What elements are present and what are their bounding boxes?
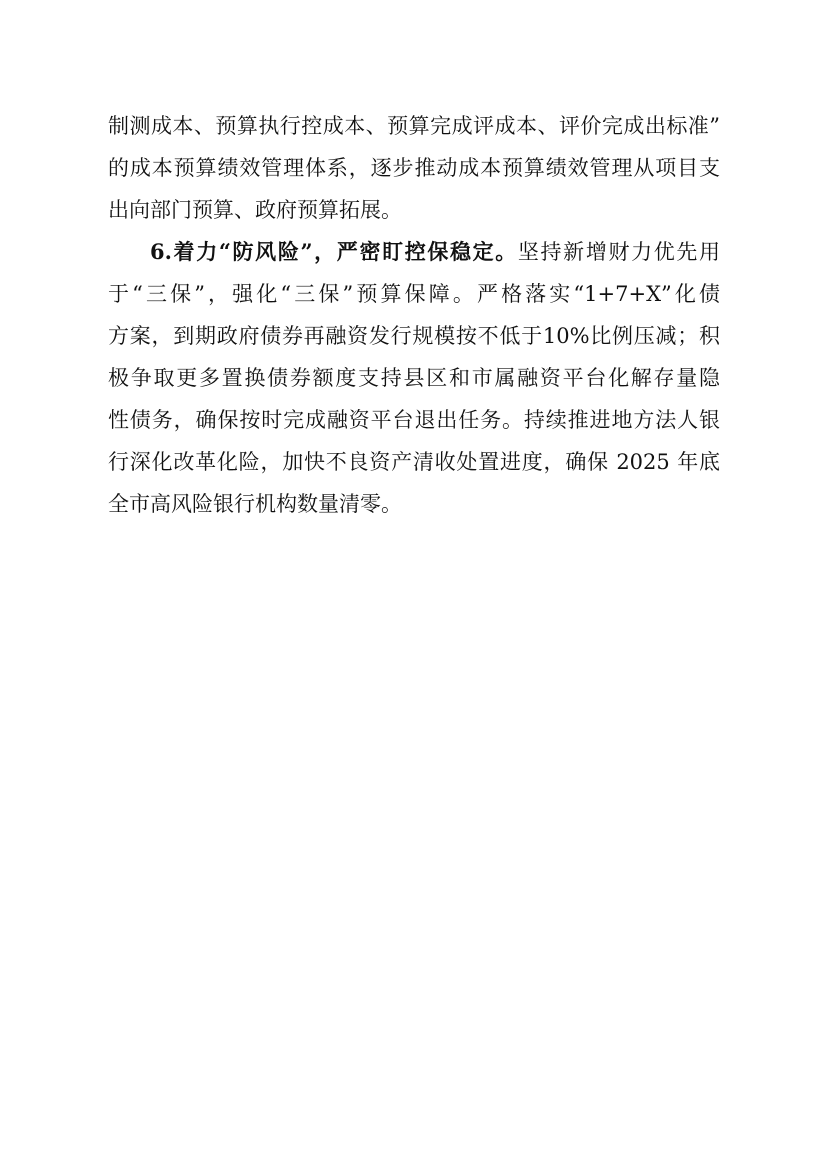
paragraph-2-line-5: 性债务，确保按时完成融资平台退出任务。持续推进地方法人银 bbox=[108, 408, 720, 432]
paragraph-1-line-3: 出向部门预算、政府预算拓展。 bbox=[108, 198, 402, 222]
paragraph-2-line-2: 于“三保”，强化“三保”预算保障。严格落实“1+7+X”化债 bbox=[108, 282, 720, 306]
paragraph-1-line-1: 制测成本、预算执行控成本、预算完成评成本、评价完成出标准” bbox=[108, 114, 720, 138]
paragraph-2-line-6: 行深化改革化险，加快不良资产清收处置进度，确保 2025 年底 bbox=[108, 450, 720, 474]
paragraph-2-line-4: 极争取更多置换债券额度支持县区和市属融资平台化解存量隐 bbox=[108, 366, 720, 390]
paragraph-2-line-7: 全市高风险银行机构数量清零。 bbox=[108, 492, 402, 516]
paragraph-2-first-line bbox=[150, 239, 720, 265]
paragraph-2-line-3: 方案，到期政府债券再融资发行规模按不低于10%比例压减；积 bbox=[108, 324, 720, 348]
paragraph-2-first-line-text: 坚持新增财力优先用 bbox=[517, 240, 720, 264]
section-heading: 6.着力“防风险”，严密盯控保稳定。 bbox=[150, 239, 518, 264]
paragraph-1-line-2: 的成本预算绩效管理体系，逐步推动成本预算绩效管理从项目支 bbox=[108, 156, 720, 180]
